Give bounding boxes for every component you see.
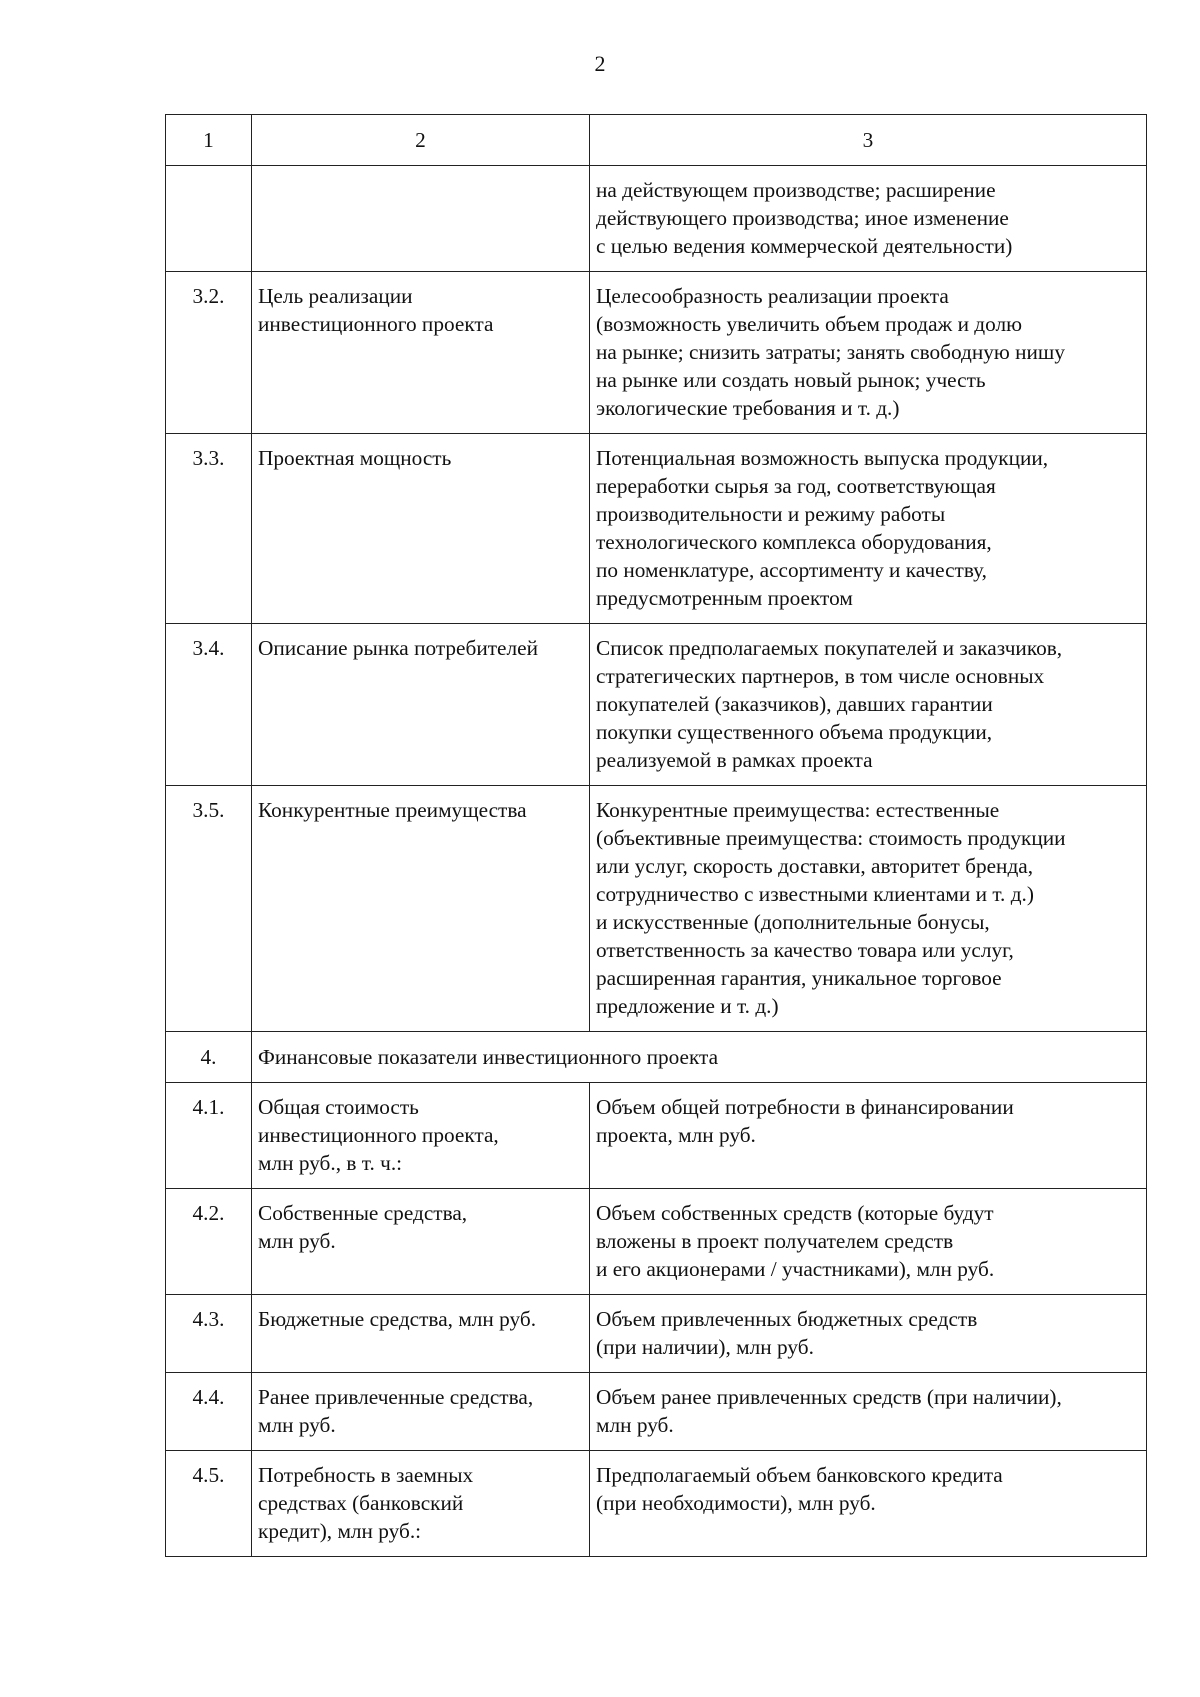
table-row — [166, 786, 1147, 1032]
row-number: 3.5. — [166, 786, 252, 1032]
row-description: Целесообразность реализации проекта (возможность увеличить объем продаж и долю на рынке; снизить затраты; занять свободную нишу на рынке или создать новый рынок; учесть экологические требования и т. д.) — [590, 272, 1147, 434]
table-row — [166, 1451, 1147, 1557]
column-header-3: 3 — [590, 115, 1147, 166]
row-description: на действующем производстве; расширение действующего производства; иное изменение с целью ведения коммерческой деятельности) — [590, 166, 1147, 272]
row-name: Собственные средства, млн руб. — [252, 1189, 590, 1295]
section-row — [166, 1032, 1147, 1083]
row-number: 3.4. — [166, 624, 252, 786]
table-row — [166, 1373, 1147, 1451]
row-number: 4.3. — [166, 1295, 252, 1373]
table-row — [166, 166, 1147, 272]
table-row — [166, 624, 1147, 786]
column-header-1: 1 — [166, 115, 252, 166]
row-description: Предполагаемый объем банковского кредита (при необходимости), млн руб. — [590, 1451, 1147, 1557]
table-row — [166, 434, 1147, 624]
row-name: Конкурентные преимущества — [252, 786, 590, 1032]
row-description: Объем собственных средств (которые будут вложены в проект получателем средств и его акционерами / участниками), млн руб. — [590, 1189, 1147, 1295]
row-number: 4.2. — [166, 1189, 252, 1295]
row-description: Объем ранее привлеченных средств (при наличии), млн руб. — [590, 1373, 1147, 1451]
row-description: Объем привлеченных бюджетных средств (при наличии), млн руб. — [590, 1295, 1147, 1373]
row-description: Конкурентные преимущества: естественные (объективные преимущества: стоимость продукции или услуг, скорость доставки, авторитет бренда, сотрудничество с известными клиентами и т. д.) и искусственные (дополнительные бонусы, ответственность за качество товара или услуг, расширенная гарантия, уникальное торговое предложение и т. д.) — [590, 786, 1147, 1032]
column-header-2: 2 — [252, 115, 590, 166]
table-row — [166, 1083, 1147, 1189]
row-name: Цель реализации инвестиционного проекта — [252, 272, 590, 434]
row-description: Список предполагаемых покупателей и заказчиков, стратегических партнеров, в том числе основных покупателей (заказчиков), давших гарантии покупки существенного объема продукции, реализуемой в рамках проекта — [590, 624, 1147, 786]
row-name: Ранее привлеченные средства, млн руб. — [252, 1373, 590, 1451]
table-row — [166, 272, 1147, 434]
page-number: 2 — [594, 51, 606, 76]
row-number — [166, 166, 252, 272]
row-description: Объем общей потребности в финансировании проекта, млн руб. — [590, 1083, 1147, 1189]
row-number: 3.3. — [166, 434, 252, 624]
document-table — [165, 114, 1147, 1557]
section-number: 4. — [166, 1032, 252, 1083]
row-number: 4.4. — [166, 1373, 252, 1451]
table-row — [166, 1295, 1147, 1373]
row-name: Проектная мощность — [252, 434, 590, 624]
row-number: 4.5. — [166, 1451, 252, 1557]
section-title: Финансовые показатели инвестиционного проекта — [252, 1032, 1147, 1083]
row-name: Общая стоимость инвестиционного проекта, млн руб., в т. ч.: — [252, 1083, 590, 1189]
row-number: 4.1. — [166, 1083, 252, 1189]
row-name: Потребность в заемных средствах (банковский кредит), млн руб.: — [252, 1451, 590, 1557]
row-name — [252, 166, 590, 272]
table-header-row — [166, 115, 1147, 166]
table-row — [166, 1189, 1147, 1295]
row-name: Бюджетные средства, млн руб. — [252, 1295, 590, 1373]
row-description: Потенциальная возможность выпуска продукции, переработки сырья за год, соответствующая производительности и режиму работы технологического комплекса оборудования, по номенклатуре, ассортименту и качеству, предусмотренным проектом — [590, 434, 1147, 624]
row-number: 3.2. — [166, 272, 252, 434]
row-name: Описание рынка потребителей — [252, 624, 590, 786]
